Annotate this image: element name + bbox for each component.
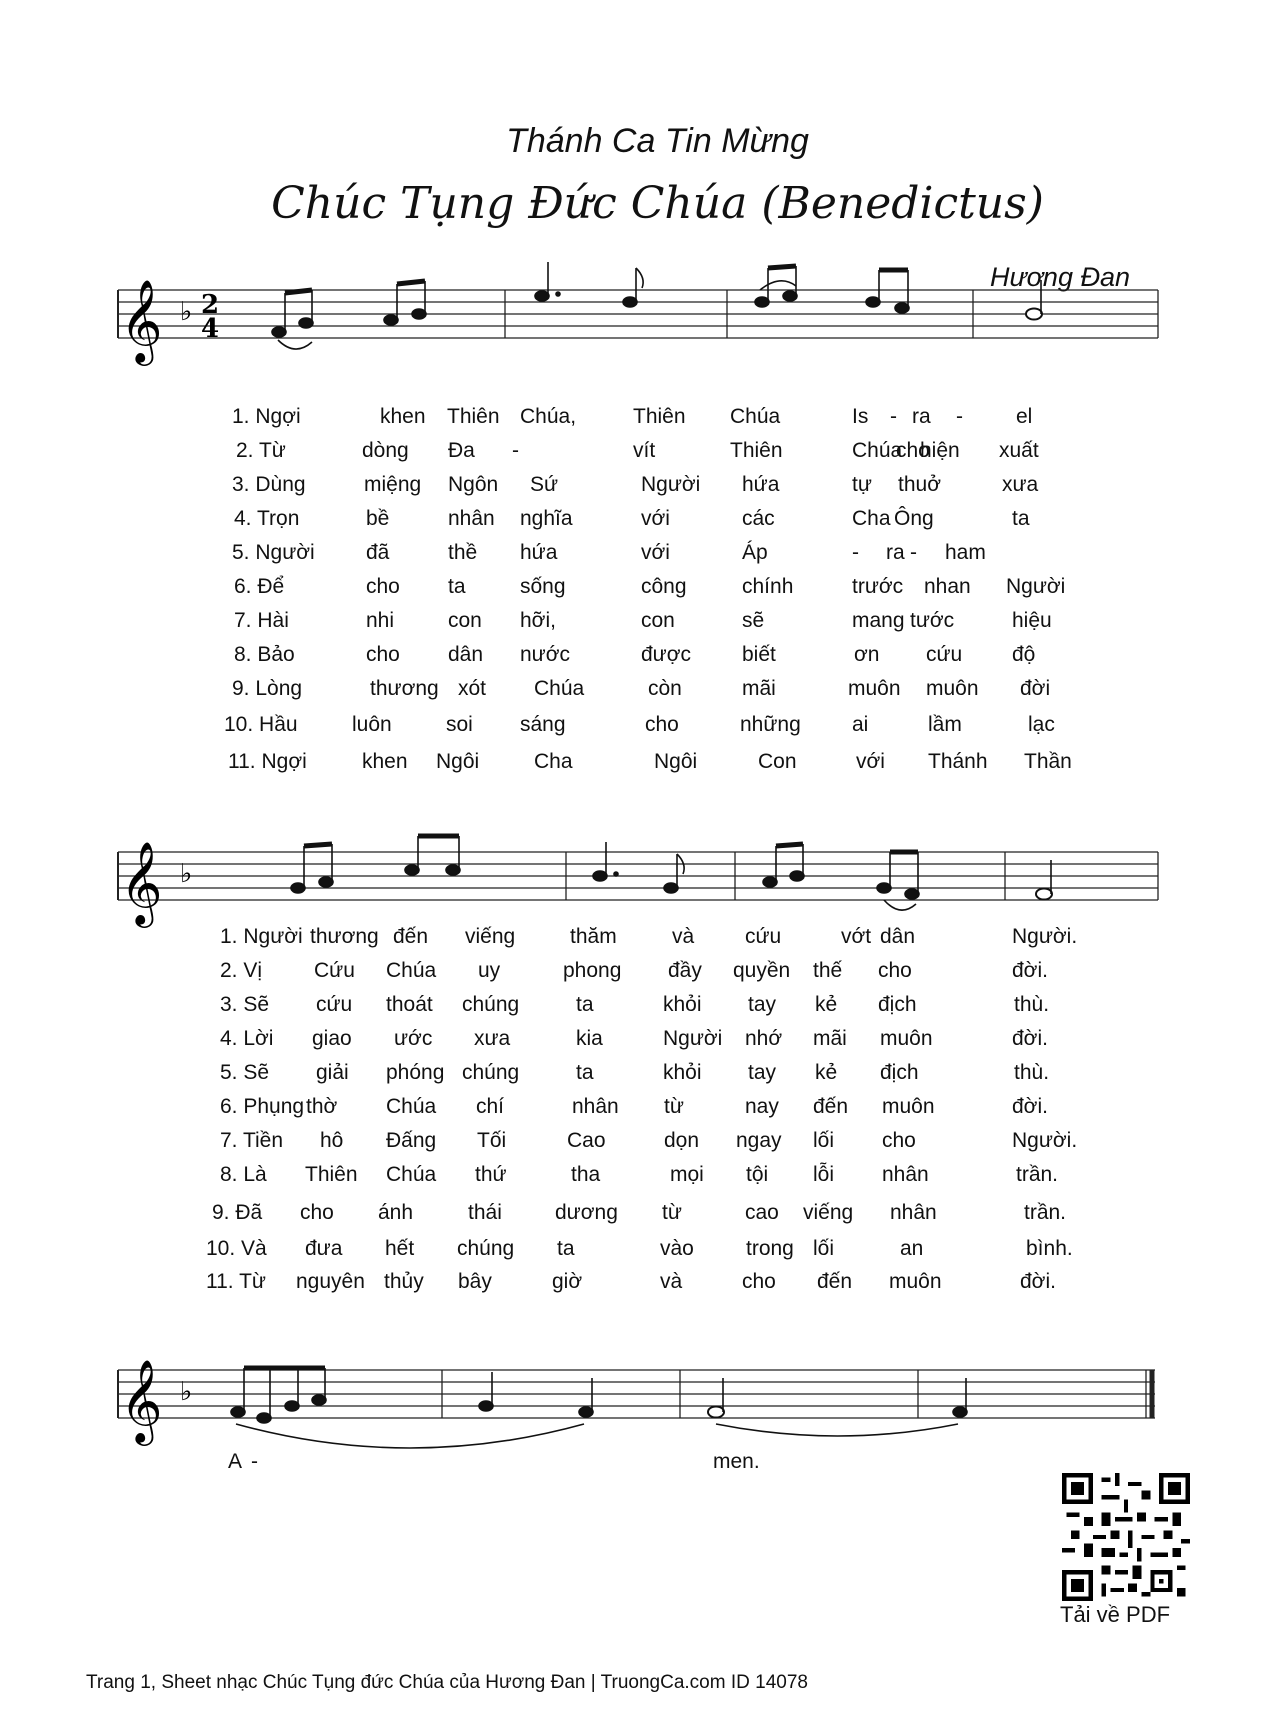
page-footer: Trang 1, Sheet nhạc Chúc Tụng đức Chúa của Hương Đan | TruongCa.com ID 14078 [86, 1672, 808, 1693]
lyric-syllable: quyền [733, 959, 791, 982]
lyric-syllable: Chúa [534, 677, 585, 700]
lyric-syllable: hiện [920, 439, 960, 462]
lyric-syllable: 1. Ngợi [232, 405, 301, 428]
lyric-syllable: hiệu [1012, 609, 1052, 632]
lyric-syllable: nay [745, 1095, 779, 1118]
lyric-syllable: 11. Từ [206, 1270, 266, 1293]
lyric-syllable: đến [817, 1270, 853, 1293]
lyric-syllable: 6. Để [234, 575, 285, 598]
lyric-syllable: địch [880, 1061, 919, 1084]
lyric-syllable: bây [458, 1270, 492, 1293]
treble-clef-icon: 𝄞 [120, 840, 163, 924]
lyric-syllable: biết [742, 643, 776, 666]
lyric-syllable: đầy [668, 959, 702, 982]
lyric-syllable: tự [852, 473, 872, 496]
lyric-syllable: ta [557, 1237, 575, 1260]
lyric-syllable: trong [746, 1237, 794, 1260]
lyric-syllable: sáng [520, 713, 566, 736]
lyric-syllable: - [512, 439, 519, 462]
lyric-syllable: ham [945, 541, 986, 564]
lyric-syllable: - [251, 1450, 258, 1473]
lyric-syllable: Thiên [730, 439, 783, 462]
lyric-syllable: đến [393, 925, 429, 948]
flat-icon: ♭ [180, 859, 193, 889]
lyric-syllable: trần. [1016, 1163, 1059, 1186]
lyric-syllable: ra [886, 541, 905, 564]
lyric-syllable: 2. Vị [220, 959, 263, 982]
lyric-syllable: nhân [448, 507, 495, 530]
lyric-syllable: mãi [813, 1027, 847, 1050]
lyric-syllable: đưa [305, 1237, 343, 1260]
lyric-syllable: độ [1012, 643, 1036, 666]
lyric-syllable: Chúa [386, 1163, 437, 1186]
lyric-syllable: A [228, 1450, 243, 1473]
lyric-syllable: chính [742, 575, 794, 598]
lyric-syllable: kẻ [815, 1061, 838, 1084]
lyric-syllable: bề [366, 507, 390, 530]
lyric-syllable: Chúa [852, 439, 903, 462]
subtitle: Thánh Ca Tin Mừng [506, 122, 809, 160]
treble-clef-icon: 𝄞 [120, 1358, 163, 1442]
lyric-syllable: cứu [745, 925, 782, 948]
lyric-syllable: với [641, 541, 670, 564]
lyric-syllable: đời [1020, 677, 1051, 700]
lyric-syllable: giờ [552, 1270, 583, 1293]
lyric-syllable: nhân [882, 1163, 929, 1186]
lyric-syllable: mang [852, 609, 905, 632]
lyric-syllable: trước [852, 575, 904, 598]
lyric-syllable: Người [641, 473, 701, 496]
lyric-syllable: được [641, 643, 692, 666]
lyric-syllable: - [956, 405, 963, 428]
lyric-syllable: tha [571, 1163, 601, 1186]
lyric-syllable: sẽ [742, 609, 765, 632]
lyric-syllable: kẻ [815, 993, 838, 1016]
lyric-syllable: Chúa [730, 405, 781, 428]
lyric-syllable: hứa [520, 541, 558, 564]
lyric-syllable: chúng [462, 993, 520, 1016]
lyric-syllable: Thiên [305, 1163, 358, 1186]
lyric-syllable: Con [758, 750, 797, 773]
lyric-syllable: dương [555, 1201, 618, 1224]
lyric-syllable: cứu [926, 643, 963, 666]
lyric-syllable: Ngôn [448, 473, 499, 496]
lyric-syllable: giao [312, 1027, 352, 1050]
lyric-syllable: Sứ [530, 473, 559, 496]
lyric-syllable: ta [448, 575, 466, 598]
lyric-syllable: con [641, 609, 675, 632]
lyric-syllable: muôn [882, 1095, 935, 1118]
lyric-syllable: uy [478, 959, 501, 982]
lyric-syllable: và [672, 925, 695, 948]
lyric-syllable: cho [882, 1129, 916, 1152]
lyric-syllable: Cứu [314, 959, 355, 982]
lyric-syllable: khen [380, 405, 426, 428]
lyric-syllable: xưa [474, 1027, 511, 1050]
lyric-syllable: hô [320, 1129, 344, 1152]
lyric-syllable: xưa [1002, 473, 1039, 496]
lyric-syllable: thương [370, 677, 439, 700]
lyric-syllable: tay [748, 1061, 777, 1084]
lyric-syllable: Thần [1024, 750, 1072, 773]
time-signature: 2 [201, 290, 220, 320]
lyric-syllable: el [1016, 405, 1033, 428]
staff-system-1 [0, 260, 1275, 380]
lyric-syllable: khỏi [663, 993, 702, 1016]
staff-system-3 [0, 1340, 1275, 1480]
lyric-syllable: men. [713, 1450, 760, 1473]
lyric-syllable: và [660, 1270, 683, 1293]
lyric-syllable: với [641, 507, 670, 530]
lyric-syllable: chí [476, 1095, 505, 1118]
lyric-syllable: thái [468, 1201, 502, 1224]
lyric-syllable: 5. Người [232, 541, 315, 564]
lyric-syllable: thứ [475, 1163, 507, 1186]
lyric-syllable: trần. [1024, 1201, 1067, 1224]
lyric-syllable: Thánh [928, 750, 988, 773]
lyric-syllable: nhi [366, 609, 395, 632]
lyric-syllable: muôn [926, 677, 979, 700]
lyric-syllable: ánh [378, 1201, 414, 1224]
lyric-syllable: cho [300, 1201, 334, 1224]
lyric-syllable: 9. Đã [212, 1201, 263, 1224]
lyric-syllable: thù. [1014, 993, 1050, 1016]
lyric-syllable: khen [362, 750, 408, 773]
lyric-syllable: đời. [1012, 1095, 1048, 1118]
lyric-syllable: thủy [384, 1270, 424, 1293]
lyric-syllable: bình. [1026, 1237, 1073, 1260]
lyric-syllable: vào [660, 1237, 694, 1260]
lyric-syllable: Chúa, [520, 405, 577, 428]
lyric-syllable: nhân [572, 1095, 619, 1118]
lyric-syllable: muôn [889, 1270, 942, 1293]
lyric-syllable: sống [520, 575, 566, 598]
lyric-syllable: Cha [852, 507, 891, 530]
lyric-syllable: thờ [306, 1095, 338, 1118]
lyric-syllable: khỏi [663, 1061, 702, 1084]
lyric-syllable: nhớ [745, 1027, 783, 1050]
lyric-syllable: muôn [880, 1027, 933, 1050]
lyric-syllable: từ [664, 1095, 684, 1118]
lyric-syllable: đến [813, 1095, 849, 1118]
lyric-syllable: Người. [1012, 1129, 1078, 1152]
lyric-syllable: Thiên [447, 405, 500, 428]
lyric-syllable: 8. Là [220, 1163, 267, 1186]
lyric-syllable: tội [746, 1163, 769, 1186]
lyric-syllable: thoát [386, 993, 433, 1016]
lyric-syllable: nguyên [296, 1270, 365, 1293]
lyric-syllable: mọi [670, 1163, 704, 1186]
lyric-syllable: lạc [1028, 713, 1055, 736]
lyric-syllable: thương [310, 925, 379, 948]
staff-system-2 [0, 822, 1275, 942]
lyric-syllable: Chúa [386, 1095, 437, 1118]
lyric-syllable: 8. Bảo [234, 643, 295, 666]
lyric-syllable: 10. Và [206, 1237, 267, 1260]
lyric-syllable: Cao [567, 1129, 606, 1152]
lyric-syllable: hứa [742, 473, 780, 496]
lyric-syllable: công [641, 575, 687, 598]
lyric-syllable: nhan [924, 575, 971, 598]
lyric-syllable: phong [563, 959, 622, 982]
lyric-syllable: với [856, 750, 885, 773]
lyric-syllable: ngay [736, 1129, 782, 1152]
lyric-syllable: nước [520, 643, 571, 666]
lyric-syllable: xót [458, 677, 487, 700]
lyric-syllable: dân [880, 925, 916, 948]
lyric-syllable: cho [366, 643, 400, 666]
lyric-syllable: 7. Tiền [220, 1129, 284, 1152]
lyric-syllable: tay [748, 993, 777, 1016]
lyric-syllable: cho [366, 575, 400, 598]
lyric-syllable: 4. Lời [220, 1027, 274, 1050]
lyric-syllable: ta [576, 1061, 594, 1084]
lyric-syllable: thù. [1014, 1061, 1050, 1084]
flat-icon: ♭ [180, 297, 193, 327]
lyric-syllable: nhân [890, 1201, 937, 1224]
lyric-syllable: 4. Trọn [234, 507, 300, 530]
lyric-syllable: thế [813, 959, 843, 982]
lyric-syllable: ước [394, 1027, 433, 1050]
lyric-syllable: Người. [1012, 925, 1078, 948]
lyric-syllable: Thiên [633, 405, 686, 428]
lyric-syllable: mãi [742, 677, 776, 700]
lyric-syllable: các [742, 507, 775, 530]
lyric-syllable: an [900, 1237, 924, 1260]
lyric-syllable: 3. Dùng [232, 473, 306, 496]
lyric-syllable: 3. Sẽ [220, 993, 270, 1016]
lyric-syllable: luôn [352, 713, 392, 736]
lyric-syllable: hỡi, [520, 609, 556, 632]
lyric-syllable: miệng [364, 473, 422, 496]
lyric-syllable: 11. Ngợi [228, 750, 307, 773]
lyric-syllable: 6. Phụng [220, 1095, 305, 1118]
lyric-syllable: đời. [1012, 1027, 1048, 1050]
lyric-syllable: vít [633, 439, 656, 462]
treble-clef-icon: 𝄞 [120, 278, 163, 362]
lyric-syllable: con [448, 609, 482, 632]
lyric-syllable: còn [648, 677, 682, 700]
lyric-syllable: Đấng [386, 1129, 437, 1152]
lyric-syllable: nghĩa [520, 507, 573, 530]
lyric-syllable: chúng [457, 1237, 515, 1260]
lyric-syllable: Ngôi [654, 750, 698, 773]
lyric-syllable: 1. Người [220, 925, 303, 948]
lyric-syllable: Đa [448, 439, 475, 462]
lyric-syllable: Người [1006, 575, 1066, 598]
lyric-syllable: 9. Lòng [232, 677, 303, 700]
lyric-syllable: giải [316, 1061, 349, 1084]
qr-code-icon[interactable] [1062, 1473, 1190, 1601]
lyric-syllable: đã [366, 541, 390, 564]
lyric-syllable: - [852, 541, 859, 564]
lyric-syllable: dọn [664, 1129, 700, 1152]
lyric-syllable: 2. Từ [236, 439, 286, 462]
lyric-syllable: viếng [803, 1201, 854, 1224]
lyric-syllable: cứu [316, 993, 353, 1016]
lyric-syllable: lỗi [813, 1163, 835, 1186]
lyric-syllable: soi [446, 713, 473, 736]
lyric-syllable: xuất [999, 439, 1039, 462]
lyric-syllable: Ngôi [436, 750, 480, 773]
lyric-syllable: ai [852, 713, 869, 736]
lyric-syllable: từ [662, 1201, 682, 1224]
lyric-syllable: 5. Sẽ [220, 1061, 270, 1084]
lyric-syllable: lối [813, 1129, 835, 1152]
lyric-syllable: ra [912, 405, 931, 428]
lyric-syllable: viếng [465, 925, 516, 948]
lyric-syllable: Áp [742, 541, 768, 564]
lyric-syllable: chúng [462, 1061, 520, 1084]
song-title: Chúc Tụng Đức Chúa (Benedictus) [271, 178, 1044, 229]
lyric-syllable: đời. [1020, 1270, 1056, 1293]
lyric-syllable: địch [878, 993, 917, 1016]
lyric-syllable: - [890, 405, 897, 428]
lyric-syllable: thăm [570, 925, 617, 948]
svg-text:4: 4 [201, 314, 220, 344]
lyric-syllable: những [740, 713, 801, 736]
lyric-syllable: tước [910, 609, 955, 632]
lyric-syllable: dòng [362, 439, 409, 462]
flat-icon: ♭ [180, 1377, 193, 1407]
lyric-syllable: thề [448, 541, 478, 564]
lyric-syllable: Người [663, 1027, 723, 1050]
lyric-syllable: hết [385, 1237, 415, 1260]
lyric-syllable: Chúa [386, 959, 437, 982]
download-pdf-label[interactable]: Tải về PDF [1060, 1602, 1171, 1627]
lyric-syllable: Ông [894, 507, 934, 530]
lyric-syllable: thuở [898, 473, 941, 496]
lyric-syllable: cao [745, 1201, 779, 1224]
lyric-syllable: lối [813, 1237, 835, 1260]
lyric-syllable: dân [448, 643, 484, 666]
lyric-syllable: phóng [386, 1061, 445, 1084]
lyric-syllable: ta [576, 993, 594, 1016]
lyric-syllable: cho [742, 1270, 776, 1293]
lyric-syllable: ơn [854, 643, 880, 666]
lyric-syllable: cho [896, 439, 930, 462]
lyric-syllable: ta [1012, 507, 1030, 530]
composer: Hương Đan [990, 262, 1130, 292]
lyric-syllable: 7. Hài [234, 609, 289, 632]
lyric-syllable: đời. [1012, 959, 1048, 982]
lyric-syllable: Tối [477, 1129, 507, 1152]
lyric-syllable: cho [878, 959, 912, 982]
lyric-syllable: muôn [848, 677, 901, 700]
lyric-syllable: kia [576, 1027, 603, 1050]
lyric-syllable: vớt [841, 925, 872, 948]
lyric-syllable: Cha [534, 750, 573, 773]
lyric-syllable: Is [852, 405, 869, 428]
lyric-syllable: - [910, 541, 917, 564]
lyric-syllable: 10. Hầu [224, 713, 298, 736]
lyric-syllable: lầm [928, 713, 962, 736]
lyric-syllable: cho [645, 713, 679, 736]
